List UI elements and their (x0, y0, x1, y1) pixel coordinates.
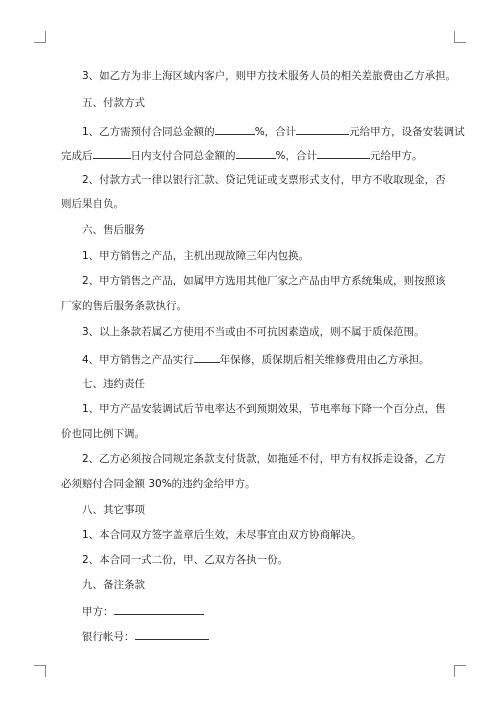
payment-clause-1-line-2 (61, 147, 422, 163)
payment-clause-2-line-1: 2、付款方式一律以银行汇款、贷记凭证或支票形式支付，甲方不收取现金，否 (82, 174, 446, 186)
crop-mark-top-left (34, 31, 46, 43)
after-sales-clause-4 (82, 351, 430, 367)
text: 1、乙方需预付合同总金额的 (82, 126, 215, 138)
section-heading-liability: 七、违约责任 (82, 378, 145, 390)
payment-clause-2-line-2: 则后果自负。 (61, 198, 124, 210)
blank-field (93, 147, 131, 159)
section-heading-payment: 五、付款方式 (82, 97, 145, 109)
after-sales-clause-2-line-1: 2、甲方销售之产品，如属甲方选用其他厂家之产品由甲方系统集成，则按照该 (82, 275, 446, 287)
section-heading-after-sales: 六、售后服务 (82, 224, 145, 236)
after-sales-clause-2-line-2: 厂家的售后服务条款执行。 (61, 300, 187, 312)
text: 4、甲方销售之产品实行 (82, 354, 194, 366)
bank-account-blank-field (135, 628, 209, 640)
other-clause-1: 1、本合同双方签字盖章后生效，未尽事宜由双方协商解决。 (82, 529, 362, 541)
crop-mark-bottom-right (454, 665, 466, 677)
liability-clause-1-line-2: 价也同比例下调。 (61, 428, 145, 440)
blank-field (215, 123, 255, 135)
other-clause-2: 2、本合同一式二份，甲、乙双方各执一份。 (82, 554, 289, 566)
text: 完成后 (61, 150, 93, 162)
crop-mark-top-right (454, 31, 466, 43)
after-sales-clause-1: 1、甲方销售之产品，主机出现故障三年内包换。 (82, 250, 310, 262)
blank-field (317, 147, 370, 159)
liability-clause-2-line-1: 2、乙方必须按合同规定条款支付货款，如拖延不付，甲方有权拆走设备，乙方 (82, 453, 446, 465)
bank-account-label: 银行帐号： (82, 631, 135, 643)
text: 年保修，质保期后相关维修费用由乙方承担。 (219, 354, 430, 366)
liability-clause-1-line-1: 1、甲方产品安装调试后节电率达不到预期效果，节电率每下降一个百分点，售 (82, 403, 446, 415)
after-sales-clause-3: 3、以上条款若属乙方使用不当或由不可抗因素造成，则不属于质保范围。 (82, 326, 425, 338)
liability-clause-2-line-2: 必须赔付合同金额 30%的违约金给甲方。 (61, 478, 256, 490)
signature-bank-account (82, 628, 209, 644)
payment-clause-1-line-1 (82, 123, 465, 139)
section-heading-other: 八、其它事项 (82, 504, 145, 516)
blank-field (194, 351, 220, 363)
text: 元给甲方，设备安装调试 (349, 126, 465, 138)
signature-blank-field (114, 603, 204, 615)
travel-expense-clause: 3、如乙方为非上海区域内客户，则甲方技术服务人员的相关差旅费由乙方承担。 (82, 70, 457, 82)
text: 日内支付合同总金额的 (130, 150, 236, 162)
signature-label: 甲方： (82, 606, 114, 618)
text: 元给甲方。 (369, 150, 423, 162)
blank-field (296, 123, 349, 135)
text: %，合计 (275, 150, 317, 162)
text: %，合计 (254, 126, 297, 138)
signature-party-a (82, 603, 204, 619)
crop-mark-bottom-left (34, 665, 46, 677)
section-heading-remarks: 九、备注条款 (82, 579, 145, 591)
blank-field (236, 147, 276, 159)
